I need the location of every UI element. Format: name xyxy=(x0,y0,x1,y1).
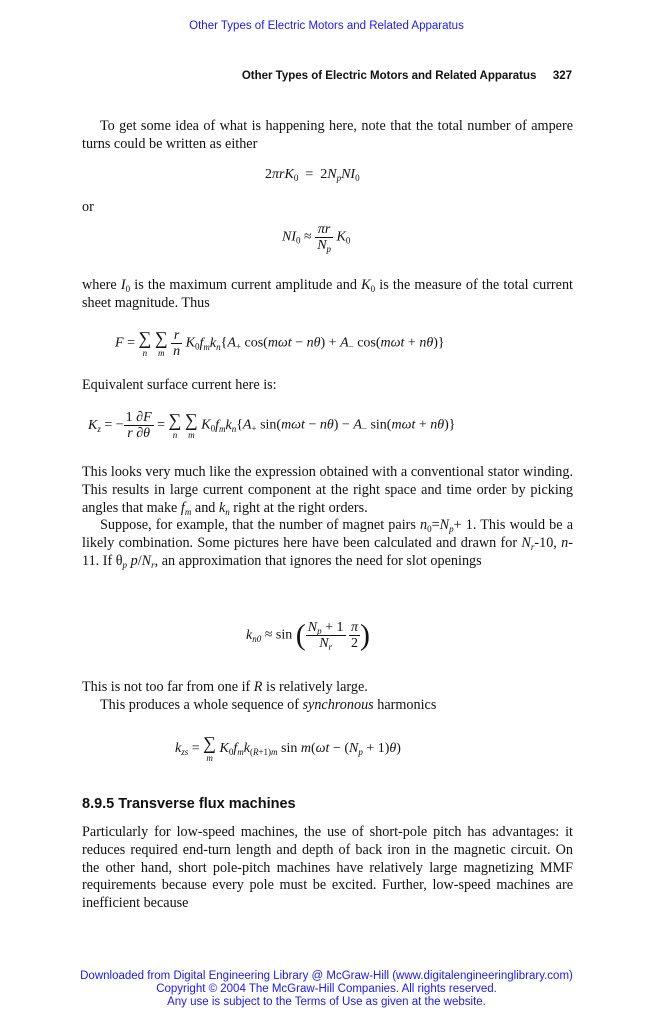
paragraph-2-text-a: is the maximum current amplitude and xyxy=(134,277,357,293)
paragraph-4-text-b: right at the right orders. xyxy=(233,499,368,516)
running-header xyxy=(242,70,572,82)
equation-force: F = ∑ n ∑ m $\frac{r}{n}$ $K_0f_mk_n\{A_+$ $\cos(m\omega t - n\theta) + A_-$ cos(mωt + nθ)} xyxy=(115,327,445,359)
paragraph-4: This looks very much like the expression obtained with a conventional stator winding. This results in large current component at the right space and time order by picking angles that make $f_m$ and $k_n$ right at the right orders. Suppose, for example, that the number of magnet pairs $n_0=N_p+ 1$. This would be a likely combination. Some pictures here have been calculated and drawn for $N_r-10$, n-11. If $\theta_p$ $p/N_r$, an approximation that ignores the need for slot openings xyxy=(82,464,573,570)
paragraph-3 xyxy=(82,377,573,395)
paragraph-5-text-a: Suppose, for example, that the number of magnet pairs xyxy=(100,517,416,534)
paragraph-7-text-a: This produces a whole sequence of xyxy=(100,696,299,713)
or-text: or xyxy=(82,199,94,215)
page-number: 327 xyxy=(552,70,572,82)
paragraph-2: where $I_0$ is the maximum current amplitude and $K_0$ is the measure of the total current sheet magnitude. Thus xyxy=(82,277,573,311)
footer-terms-link[interactable]: Any use is subject to the Terms of Use as given at the website. xyxy=(167,996,486,1008)
equation-kzs: $k_{zs}$ = ∑ m $K_0f_mk_{(R+1)m}$ $\sin m(\omega t - (N_p + 1)\theta)$ xyxy=(175,733,401,763)
footer xyxy=(0,970,653,1009)
paragraph-4-text-a: This looks very much like the expression obtained with a conventional stator winding. This results in large current component at the right space and time order by picking angles that make xyxy=(82,464,573,516)
paragraph-6-text-a: This is not too far from one if xyxy=(82,679,251,695)
paragraph-7-text-b: harmonics xyxy=(377,696,437,713)
paragraph-5-text-c: an approximation that ignores the need for slot openings xyxy=(161,552,482,569)
paragraph-1 xyxy=(82,118,573,154)
equation-ni0: $NI_0$ ≈ $\frac{\pi r}{N_p}$ $K_0$ xyxy=(282,222,351,254)
footer-copyright: Copyright © 2004 The McGraw-Hill Companies. All rights reserved. xyxy=(156,983,497,995)
equation-ampere-turns: $2\pi rK_0 = 2N_pNI_0$ xyxy=(265,167,360,183)
paragraph-7-emph: synchronous xyxy=(302,696,374,713)
footer-download-link[interactable]: Downloaded from Digital Engineering Library @ McGraw-Hill (www.digitalengineeringlibrary.com) xyxy=(80,970,573,982)
equation-surface-current: $K_z$ = − $\frac{1 \partial F}{r \partial\theta}$ = ∑ n ∑ m $K_0f_mk_n\{A_+$ $\sin(m\omega t - n\theta) - A_-$ sin(mωt + nθ)} xyxy=(88,409,456,441)
paragraph-6: This is not too far from one if R is relatively large. This produces a whole sequence of synchronous harmonics xyxy=(82,679,437,713)
running-header-title: Other Types of Electric Motors and Related Apparatus xyxy=(241,70,537,82)
paragraph-6-text-b: is relatively large. xyxy=(266,679,368,695)
section-heading: 8.9.5 Transverse flux machines xyxy=(82,796,296,812)
equation-kno: $k_{n0} \approx \sin$ ( $\frac{N_p + 1}{N_r}$ $\frac{\pi}{2}$ ) xyxy=(246,618,371,652)
paragraph-3-text: Equivalent surface current here is: xyxy=(82,377,277,393)
paragraph-2-text-b: is the measure of the total current sheet magnitude. Thus xyxy=(82,277,573,311)
top-banner[interactable]: Other Types of Electric Motors and Related Apparatus xyxy=(189,20,464,32)
paragraph-5-text-b: This would be a likely combination. Some pictures here have been calculated and drawn for xyxy=(82,517,573,552)
paragraph-8-text: Particularly for low-speed machines, the use of short-pole pitch has advantages: it reduces required end-turn length and depth of back iron in the magnetic circuit. On the other hand, short pole-pitch machines have relatively large magnetizing MMF requirements because every pole must be excited. Further, low-speed machines are inefficient because xyxy=(82,824,573,912)
paragraph-1-text: To get some idea of what is happening here, note that the total number of ampere turns could be written as either xyxy=(82,118,573,152)
paragraph-8 xyxy=(82,824,573,913)
